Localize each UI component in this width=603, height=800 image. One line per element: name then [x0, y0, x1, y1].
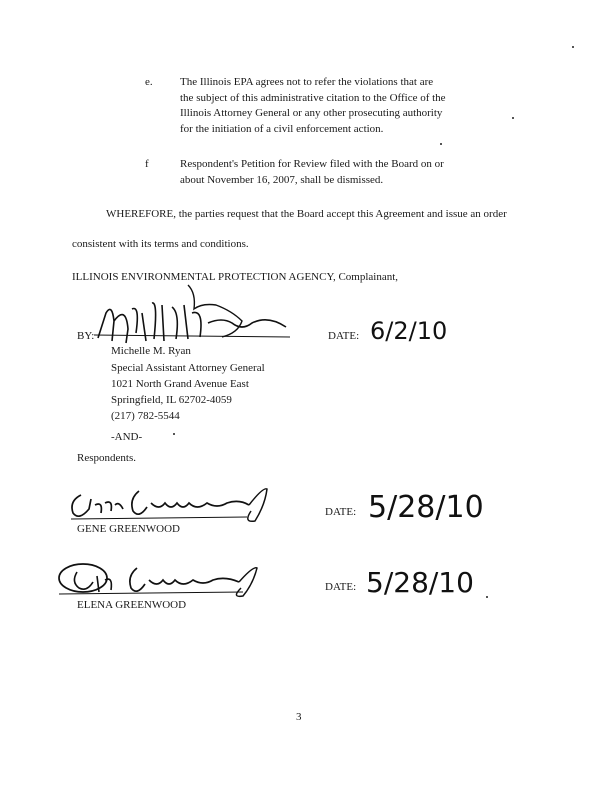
elena-signature — [53, 558, 265, 602]
item-e-line: the subject of this administrative citation to the Office of the — [180, 91, 446, 104]
signer-line: Special Assistant Attorney General — [111, 362, 265, 374]
item-text-e — [180, 75, 480, 138]
item-marker-e: e. — [145, 76, 153, 88]
item-f-line: about November 16, 2007, shall be dismissed. — [180, 173, 384, 186]
gene-signature — [67, 481, 277, 525]
signer-line: (217) 782-5544 — [111, 410, 180, 422]
elena-date-label: DATE: — [325, 581, 357, 593]
item-e-line: The Illinois EPA agrees not to refer the violations that are — [180, 76, 434, 88]
scan-speck — [572, 46, 574, 48]
scan-speck — [486, 596, 488, 598]
scan-speck — [173, 433, 175, 435]
item-f-line: Respondent's Petition for Review filed with the Board on or — [180, 158, 444, 170]
agency-date-value: 6/2/10 — [370, 317, 448, 345]
wherefore-line-2: consistent with its terms and conditions. — [72, 238, 249, 250]
item-e-line: Illinois Attorney General or any other prosecuting authority — [180, 107, 443, 120]
page-number: 3 — [296, 711, 302, 723]
signer-line: Springfield, IL 62702-4059 — [111, 394, 232, 406]
elena-date-value: 5/28/10 — [366, 566, 474, 599]
gene-signature-drawing — [67, 481, 277, 525]
by-label: BY: — [77, 330, 95, 342]
gene-date-label: DATE: — [325, 506, 357, 518]
respondents-label: Respondents. — [77, 452, 136, 464]
scan-speck — [440, 143, 442, 145]
item-e-line: for the initiation of a civil enforcement action. — [180, 123, 384, 136]
and-separator: -AND- — [111, 431, 143, 443]
complainant-heading: ILLINOIS ENVIRONMENTAL PROTECTION AGENCY, Complainant, — [72, 271, 399, 283]
agency-signature — [92, 283, 298, 345]
wherefore-line-1: WHEREFORE, the parties request that the Board accept this Agreement and issue an order — [106, 208, 507, 220]
agency-date-label: DATE: — [328, 330, 360, 342]
signer-line: Michelle M. Ryan — [111, 345, 191, 357]
item-text-f — [180, 157, 480, 188]
scan-speck — [512, 117, 514, 119]
elena-signature-drawing — [53, 558, 265, 602]
gene-date-value: 5/28/10 — [368, 490, 484, 525]
item-marker-f: f — [145, 158, 149, 170]
elena-name: ELENA GREENWOOD — [77, 599, 187, 611]
signer-line: 1021 North Grand Avenue East — [111, 378, 249, 390]
gene-name: GENE GREENWOOD — [77, 523, 180, 535]
agency-signature-drawing — [92, 283, 298, 345]
